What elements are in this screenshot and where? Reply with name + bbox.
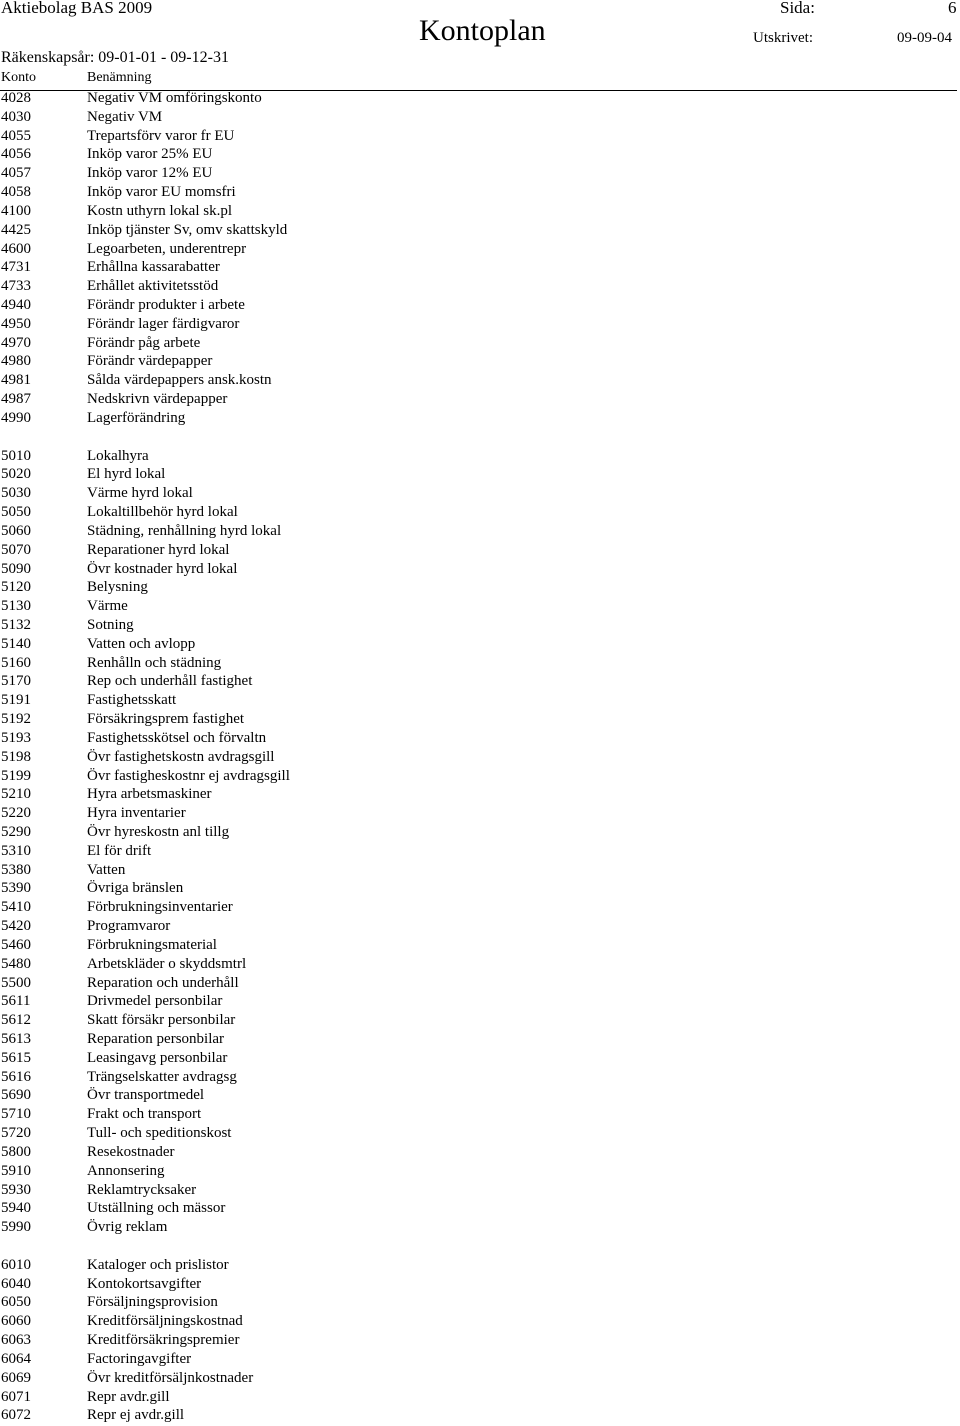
account-number: 6072 — [1, 1407, 31, 1424]
account-name: Hyra arbetsmaskiner — [87, 786, 212, 803]
account-name: Legoarbeten, underentrepr — [87, 240, 247, 257]
account-name: Belysning — [87, 579, 148, 596]
column-header-account: Konto — [1, 70, 36, 85]
account-name: Reparationer hyrd lokal — [87, 541, 230, 558]
account-number: 5910 — [1, 1162, 31, 1179]
account-name: Hyra inventarier — [87, 805, 186, 822]
account-number: 5290 — [1, 823, 31, 840]
account-number: 4057 — [1, 165, 31, 182]
account-number: 4425 — [1, 221, 31, 238]
account-name: Övr hyreskostn anl tillg — [87, 823, 230, 840]
account-number: 4028 — [1, 90, 31, 106]
account-number: 5990 — [1, 1219, 31, 1236]
account-number: 5940 — [1, 1200, 31, 1217]
account-number: 6063 — [1, 1332, 31, 1349]
account-name: Övr fastighetskostn avdragsgill — [87, 748, 275, 765]
account-name: Fastighetsskatt — [87, 692, 177, 709]
account-name: Arbetskläder o skyddsmtrl — [87, 955, 247, 972]
account-name: Kataloger och prislistor — [87, 1256, 229, 1273]
account-name: Negativ VM — [87, 108, 163, 125]
account-name: Förändr värdepapper — [87, 353, 213, 370]
account-name: Renhålln och städning — [87, 654, 222, 671]
account-name: Negativ VM omföringskonto — [87, 90, 262, 106]
page-number: 6 — [948, 0, 957, 17]
account-name: Sålda värdepappers ansk.kostn — [87, 372, 272, 389]
account-number: 4970 — [1, 334, 31, 351]
account-number: 4056 — [1, 146, 31, 163]
account-number: 6010 — [1, 1256, 31, 1273]
account-number: 5020 — [1, 466, 31, 483]
account-number: 4058 — [1, 184, 31, 201]
account-name: Lokalhyra — [87, 447, 149, 464]
account-number: 5720 — [1, 1125, 31, 1142]
account-number: 5010 — [1, 447, 31, 464]
account-name: Kontokortsavgifter — [87, 1275, 202, 1292]
account-name: Kostn uthyrn lokal sk.pl — [87, 202, 232, 219]
account-name: Kreditförsäljningskostnad — [87, 1313, 243, 1330]
account-number: 5060 — [1, 522, 31, 539]
account-number: 5390 — [1, 880, 31, 897]
account-name: Vatten och avlopp — [87, 635, 196, 652]
account-name: Övr kostnader hyrd lokal — [87, 560, 238, 577]
account-number: 5030 — [1, 485, 31, 502]
account-number: 5460 — [1, 936, 31, 953]
column-header-name: Benämning — [87, 70, 152, 85]
account-number: 4981 — [1, 372, 31, 389]
account-number: 4940 — [1, 297, 31, 314]
account-number: 5193 — [1, 729, 31, 746]
account-name: Factoringavgifter — [87, 1350, 192, 1367]
account-name: Sotning — [87, 616, 134, 633]
account-number: 5615 — [1, 1049, 31, 1066]
account-number: 5612 — [1, 1012, 31, 1029]
account-name: Skatt försäkr personbilar — [87, 1012, 236, 1029]
account-name: El hyrd lokal — [87, 466, 166, 483]
account-number: 6060 — [1, 1313, 31, 1330]
account-name: Erhållna kassarabatter — [87, 259, 220, 276]
account-number: 5710 — [1, 1106, 31, 1123]
account-name: Värme — [87, 598, 128, 615]
account-name: Programvaror — [87, 918, 171, 935]
account-number: 5140 — [1, 635, 31, 652]
account-number: 4055 — [1, 127, 31, 144]
account-name: Trepartsförv varor fr EU — [87, 127, 235, 144]
account-number: 5070 — [1, 541, 31, 558]
account-number: 5611 — [1, 993, 31, 1010]
account-number: 6069 — [1, 1369, 31, 1386]
account-name: Vatten — [87, 861, 126, 878]
account-name: Värme hyrd lokal — [87, 485, 193, 502]
account-name: Förbrukningsinventarier — [87, 899, 233, 916]
account-name: Trängselskatter avdragsg — [87, 1068, 237, 1085]
account-number: 5191 — [1, 692, 31, 709]
account-name: Repr ej avdr.gill — [87, 1407, 185, 1424]
account-name: Utställning och mässor — [87, 1200, 226, 1217]
account-name: Rep och underhåll fastighet — [87, 673, 253, 690]
account-number: 5420 — [1, 918, 31, 935]
account-name: Lokaltillbehör hyrd lokal — [87, 504, 238, 521]
account-number: 4990 — [1, 409, 31, 426]
account-name: Frakt och transport — [87, 1106, 202, 1123]
account-name: Förändr påg arbete — [87, 334, 201, 351]
account-name: Tull- och speditionskost — [87, 1125, 232, 1142]
account-number: 5500 — [1, 974, 31, 991]
account-name: Inköp varor 12% EU — [87, 165, 213, 182]
account-name: Reklamtrycksaker — [87, 1181, 197, 1198]
account-number: 5192 — [1, 711, 31, 728]
account-name: Övrig reklam — [87, 1219, 168, 1236]
account-name: Övr transportmedel — [87, 1087, 205, 1104]
account-name: Resekostnader — [87, 1143, 175, 1160]
account-name: Försäljningsprovision — [87, 1294, 218, 1311]
account-name: Inköp varor 25% EU — [87, 146, 213, 163]
account-name: Reparation och underhåll — [87, 974, 239, 991]
account-number: 5050 — [1, 504, 31, 521]
account-number: 4980 — [1, 353, 31, 370]
account-name: Övriga bränslen — [87, 880, 184, 897]
account-number: 6040 — [1, 1275, 31, 1292]
account-number: 5380 — [1, 861, 31, 878]
page-label: Sida: — [780, 0, 815, 17]
account-number: 5613 — [1, 1031, 31, 1047]
account-number: 4030 — [1, 108, 31, 125]
account-name: Annonsering — [87, 1162, 165, 1179]
account-name: Drivmedel personbilar — [87, 993, 223, 1010]
account-number: 5160 — [1, 654, 31, 671]
account-name: Kreditförsäkringspremier — [87, 1332, 240, 1349]
account-number: 4100 — [1, 202, 31, 219]
account-number: 5199 — [1, 767, 31, 784]
account-number: 5410 — [1, 899, 31, 916]
account-name: El för drift — [87, 842, 152, 859]
account-name: Leasingavg personbilar — [87, 1049, 228, 1066]
account-number: 4733 — [1, 278, 31, 295]
account-number: 4600 — [1, 240, 31, 257]
account-number: 4950 — [1, 315, 31, 332]
account-name: Erhållet aktivitetsstöd — [87, 278, 219, 295]
account-number: 5130 — [1, 598, 31, 615]
account-name: Övr fastigheskostnr ej avdragsgill — [87, 767, 290, 784]
account-number: 6050 — [1, 1294, 31, 1311]
account-number: 5310 — [1, 842, 31, 859]
account-name: Övr kreditförsäljnkostnader — [87, 1369, 254, 1386]
account-number: 5170 — [1, 673, 31, 690]
account-number: 6071 — [1, 1388, 31, 1405]
account-number: 5690 — [1, 1087, 31, 1104]
account-number: 5220 — [1, 805, 31, 822]
account-name: Repr avdr.gill — [87, 1388, 170, 1405]
account-name: Fastighetsskötsel och förvaltn — [87, 729, 267, 746]
account-number: 4731 — [1, 259, 31, 276]
account-name: Nedskrivn värdepapper — [87, 391, 228, 408]
fiscal-year: Räkenskapsår: 09-01-01 - 09-12-31 — [1, 49, 229, 66]
account-name: Reparation personbilar — [87, 1031, 225, 1047]
account-number: 6064 — [1, 1350, 31, 1367]
account-number: 5120 — [1, 579, 31, 596]
account-name: Förändr lager färdigvaror — [87, 315, 240, 332]
account-name: Förändr produkter i arbete — [87, 297, 245, 314]
company-name: Aktiebolag BAS 2009 — [1, 0, 153, 17]
account-number: 5198 — [1, 748, 31, 765]
account-name: Städning, renhållning hyrd lokal — [87, 522, 282, 539]
printed-date: 09-09-04 — [897, 30, 952, 46]
account-number: 4987 — [1, 391, 31, 408]
account-name: Inköp tjänster Sv, omv skattskyld — [87, 221, 288, 238]
account-name: Förbrukningsmaterial — [87, 936, 217, 953]
account-name: Lagerförändring — [87, 409, 186, 426]
account-number: 5616 — [1, 1068, 31, 1085]
document-title: Kontoplan — [419, 14, 546, 47]
account-number: 5930 — [1, 1181, 31, 1198]
account-name: Försäkringsprem fastighet — [87, 711, 245, 728]
account-number: 5132 — [1, 616, 31, 633]
account-number: 5210 — [1, 786, 31, 803]
account-number: 5800 — [1, 1143, 31, 1160]
account-number: 5480 — [1, 955, 31, 972]
printed-label: Utskrivet: — [753, 30, 813, 46]
account-number: 5090 — [1, 560, 31, 577]
account-name: Inköp varor EU momsfri — [87, 184, 236, 201]
